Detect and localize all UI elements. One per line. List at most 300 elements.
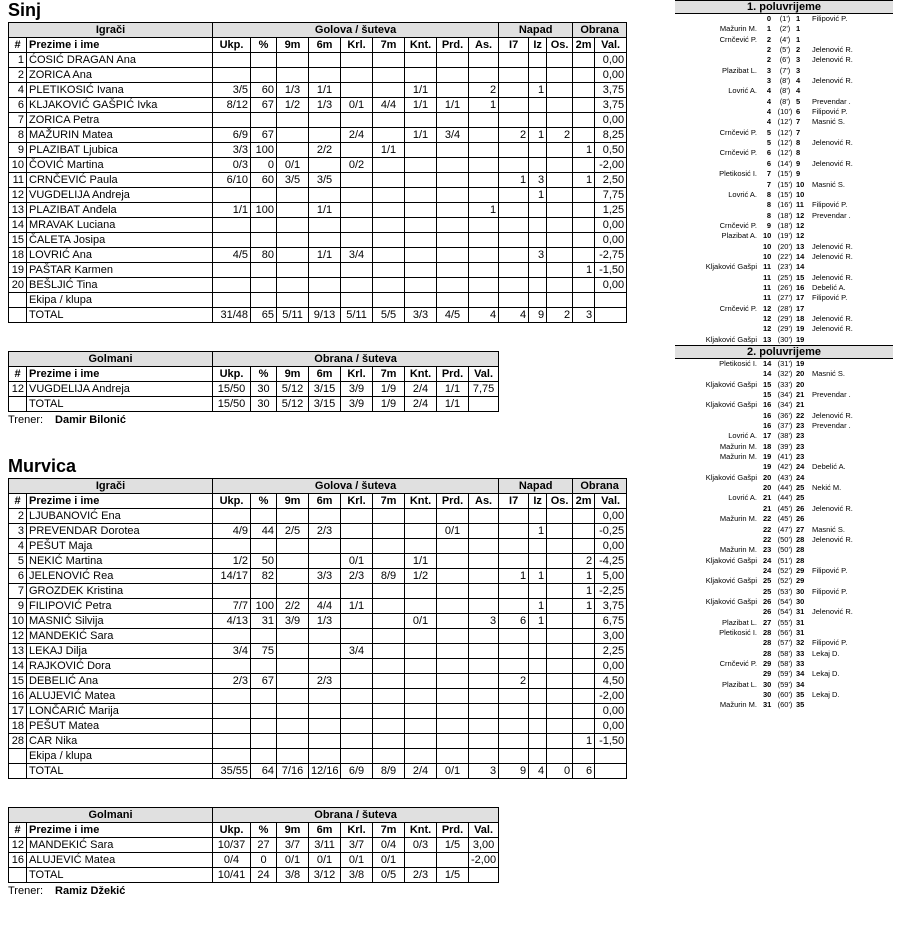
event-minute: (53') (777, 586, 793, 596)
stat-cell (277, 539, 309, 554)
col-m6: 6m (309, 38, 341, 53)
goal-event (675, 514, 893, 524)
stat-cell (547, 704, 573, 719)
stat-cell: 35/55 (213, 764, 251, 779)
away-scorer: Filipović P. (812, 638, 848, 648)
away-score: 34 (796, 679, 805, 689)
player-name: GROZDEK Kristina (27, 584, 213, 599)
away-score: 21 (796, 390, 805, 400)
goalie-name: ALUJEVIĆ Matea (27, 853, 213, 868)
home-scorer: Lovrić A. (728, 431, 757, 441)
event-minute: (38') (777, 431, 793, 441)
col-m9: 9m (277, 494, 309, 509)
col-ukp: Ukp. (213, 38, 251, 53)
stat-cell: 0/1 (341, 98, 373, 113)
col-krl: Krl. (341, 38, 373, 53)
stat-cell (529, 629, 547, 644)
goalie-stat-cell: 3/8 (341, 868, 373, 883)
away-score: 4 (796, 76, 801, 86)
player-name: ZORICA Ana (27, 68, 213, 83)
stat-cell: 1 (529, 614, 547, 629)
away-scorer: Debelić A. (812, 282, 846, 292)
stat-cell: 2 (547, 308, 573, 323)
stat-cell (277, 584, 309, 599)
stat-cell: 3 (469, 614, 499, 629)
away-score: 11 (796, 200, 804, 210)
stat-cell (341, 629, 373, 644)
player-name: Ekipa / klupa (27, 293, 213, 308)
stat-cell: 3 (529, 173, 547, 188)
away-score: 24 (796, 472, 805, 482)
away-score: 12 (796, 210, 805, 220)
stat-cell (277, 278, 309, 293)
stat-cell: 2/3 (213, 674, 251, 689)
col-name: Prezime i ime (27, 38, 213, 53)
player-value (595, 293, 627, 308)
goalie-stat-cell: 10/37 (213, 838, 251, 853)
stat-cell: 1 (469, 98, 499, 113)
player-value: -2,00 (595, 689, 627, 704)
home-score: 3 (766, 76, 771, 86)
goalie-stat-cell: 3/12 (309, 868, 341, 883)
home-scorer: Crnčević P. (719, 220, 757, 230)
goalie-value (469, 868, 499, 883)
home-score: 11 (763, 272, 771, 282)
stat-cell (405, 584, 437, 599)
stat-cell (499, 218, 529, 233)
goal-event (675, 545, 893, 555)
player-value (595, 308, 627, 323)
event-minute: (26') (777, 282, 793, 292)
away-score: 12 (796, 231, 805, 241)
stat-cell: 1/1 (373, 143, 405, 158)
stat-cell (469, 143, 499, 158)
stat-cell (341, 203, 373, 218)
player-number: 2 (9, 68, 27, 83)
event-minute: (50') (777, 545, 793, 555)
away-score: 31 (796, 617, 805, 627)
stat-cell (277, 128, 309, 143)
column-header-row (9, 494, 627, 509)
stat-cell (547, 203, 573, 218)
stat-cell: 1/3 (309, 98, 341, 113)
goalie-stat-cell: 3/11 (309, 838, 341, 853)
home-scorer: Mažurin M. (719, 700, 757, 710)
stat-cell (277, 68, 309, 83)
stat-cell (405, 719, 437, 734)
home-score: 28 (763, 648, 772, 658)
stat-cell: 0 (251, 158, 277, 173)
home-scorer: Kljaković Gašpi (705, 379, 757, 389)
goal-event (675, 35, 893, 45)
stat-cell (405, 248, 437, 263)
away-score: 24 (796, 462, 805, 472)
stat-cell (373, 644, 405, 659)
col-ukp: Ukp. (213, 494, 251, 509)
stat-cell (309, 509, 341, 524)
away-score: 8 (796, 148, 801, 158)
stat-cell (547, 158, 573, 173)
stat-cell (251, 68, 277, 83)
away-score: 19 (796, 334, 805, 344)
away-score: 23 (796, 452, 805, 462)
gcol-knt: Knt. (405, 823, 437, 838)
stat-cell (373, 128, 405, 143)
stat-cell (437, 689, 469, 704)
stat-cell (547, 524, 573, 539)
away-score: 28 (796, 555, 805, 565)
away-score: 19 (796, 359, 805, 368)
player-number: 9 (9, 599, 27, 614)
home-score: 2 (766, 45, 771, 55)
player-number: 11 (9, 173, 27, 188)
event-minute: (52') (777, 576, 793, 586)
event-minute: (6') (779, 55, 791, 65)
player-name: FILIPOVIĆ Petra (27, 599, 213, 614)
goal-event (675, 369, 893, 379)
stat-cell (547, 53, 573, 68)
stat-cell (547, 734, 573, 749)
stat-cell (373, 584, 405, 599)
col-as: As. (469, 494, 499, 509)
stat-cell (405, 53, 437, 68)
event-minute: (22') (777, 251, 793, 261)
goalie-value: 3,00 (469, 838, 499, 853)
stat-cell: 7/16 (277, 764, 309, 779)
event-minute: (41') (777, 452, 793, 462)
home-scorer: Pletikosić I. (719, 627, 757, 637)
goalie-stat-cell: 3/9 (341, 382, 373, 397)
away-score: 25 (796, 483, 805, 493)
stat-cell (277, 704, 309, 719)
stat-cell (309, 629, 341, 644)
player-number: 15 (9, 674, 27, 689)
stat-cell: 1/1 (437, 98, 469, 113)
player-row (9, 599, 627, 614)
stat-cell (341, 68, 373, 83)
stat-cell: 2/3 (309, 524, 341, 539)
stat-cell (373, 173, 405, 188)
stat-cell (309, 263, 341, 278)
stat-cell (469, 53, 499, 68)
player-name: RAJKOVIĆ Dora (27, 659, 213, 674)
stat-cell (499, 143, 529, 158)
stat-cell (213, 278, 251, 293)
event-minute: (28') (777, 303, 793, 313)
player-number: 4 (9, 83, 27, 98)
away-scorer: Prevendar . (812, 96, 851, 106)
player-value: 0,00 (595, 53, 627, 68)
stat-cell (277, 218, 309, 233)
away-score: 7 (796, 127, 801, 137)
stat-cell (251, 689, 277, 704)
event-minute: (23') (777, 262, 793, 272)
stat-cell (469, 704, 499, 719)
stat-cell: 82 (251, 569, 277, 584)
gcol-pct: % (251, 367, 277, 382)
home-score: 4 (766, 117, 771, 127)
col-m2: 2m (573, 494, 595, 509)
gcol-name: Prezime i ime (27, 823, 213, 838)
away-scorer: Nekić M. (812, 483, 842, 493)
player-value: 0,00 (595, 719, 627, 734)
goalie-stat-cell: 3/9 (341, 397, 373, 412)
event-minute: (59') (777, 669, 793, 679)
home-score: 27 (763, 617, 772, 627)
stat-cell (309, 644, 341, 659)
goal-event (675, 221, 893, 231)
stat-cell (529, 734, 547, 749)
stat-cell (405, 734, 437, 749)
home-scorer: Kljaković Gašpi (705, 576, 757, 586)
player-name: PAŠTAR Karmen (27, 263, 213, 278)
away-score: 15 (796, 272, 805, 282)
player-row (9, 584, 627, 599)
goal-event (675, 97, 893, 107)
stat-cell (499, 734, 529, 749)
away-score: 21 (796, 400, 805, 410)
player-name: KLJAKOVIĆ GAŠPIĆ Ivka (27, 98, 213, 113)
stat-cell: 4/4 (309, 599, 341, 614)
away-score: 33 (796, 648, 805, 658)
col-val: Val. (595, 494, 627, 509)
stat-cell (547, 248, 573, 263)
away-score: 17 (796, 293, 805, 303)
stat-cell (499, 113, 529, 128)
stat-cell (529, 704, 547, 719)
stat-cell (277, 674, 309, 689)
goalie-stat-cell: 1/9 (373, 382, 405, 397)
player-row (9, 524, 627, 539)
stat-cell (547, 233, 573, 248)
stat-cell: 3 (469, 764, 499, 779)
player-value: 0,00 (595, 68, 627, 83)
stat-cell: 1/1 (309, 83, 341, 98)
stat-cell: 1 (499, 569, 529, 584)
away-scorer: Masnić S. (812, 179, 845, 189)
col-as: As. (469, 38, 499, 53)
stat-cell: 3 (573, 308, 595, 323)
player-number: 4 (9, 539, 27, 554)
goal-event (675, 262, 893, 272)
stat-cell (529, 293, 547, 308)
stat-cell (405, 173, 437, 188)
away-score: 20 (796, 379, 805, 389)
stat-cell (341, 539, 373, 554)
stat-cell (437, 509, 469, 524)
player-name: TOTAL (27, 308, 213, 323)
stat-cell (573, 629, 595, 644)
stat-cell (373, 674, 405, 689)
stat-cell (213, 629, 251, 644)
player-name: PLAZIBAT Ljubica (27, 143, 213, 158)
player-row (9, 188, 627, 203)
stat-cell (341, 143, 373, 158)
away-scorer: Prevendar . (812, 421, 851, 431)
stat-cell (573, 674, 595, 689)
stat-cell (529, 749, 547, 764)
player-value: 0,00 (595, 659, 627, 674)
goal-event (675, 117, 893, 127)
stat-cell: 2/2 (277, 599, 309, 614)
home-score: 29 (763, 669, 772, 679)
stat-cell (437, 53, 469, 68)
stat-cell: 4/5 (437, 308, 469, 323)
goalie-column-header-row (9, 823, 499, 838)
stat-cell (405, 113, 437, 128)
away-score: 1 (796, 24, 801, 34)
col-name: Prezime i ime (27, 494, 213, 509)
event-minute: (36') (777, 410, 793, 420)
goalie-stat-cell (437, 853, 469, 868)
stat-cell (373, 248, 405, 263)
home-score: 11 (763, 282, 771, 292)
stat-cell: 67 (251, 128, 277, 143)
stat-cell (405, 524, 437, 539)
home-scorer: Mažurin M. (719, 441, 757, 451)
goal-event (675, 473, 893, 483)
event-minute: (34') (777, 390, 793, 400)
stat-cell: 3/3 (213, 143, 251, 158)
away-score: 3 (796, 55, 801, 65)
home-score: 12 (763, 324, 772, 334)
stat-cell (405, 158, 437, 173)
home-score: 10 (763, 251, 772, 261)
stat-cell (373, 719, 405, 734)
col-iz: Iz (529, 494, 547, 509)
away-scorer: Filipović P. (812, 14, 848, 23)
stat-cell (437, 143, 469, 158)
stat-cell (499, 524, 529, 539)
goal-event (675, 535, 893, 545)
home-score: 22 (763, 524, 772, 534)
goalie-stat-cell: 2/4 (405, 397, 437, 412)
stat-cell (547, 293, 573, 308)
stat-cell (529, 218, 547, 233)
home-score: 30 (763, 679, 772, 689)
stat-cell (251, 584, 277, 599)
away-score: 14 (796, 251, 805, 261)
stat-cell: 2 (499, 674, 529, 689)
event-minute: (55') (777, 617, 793, 627)
stat-cell (573, 113, 595, 128)
stat-cell (277, 569, 309, 584)
stat-cell: 3/9 (277, 614, 309, 629)
home-score: 7 (766, 179, 771, 189)
gcol-m6: 6m (309, 367, 341, 382)
goal-event (675, 180, 893, 190)
stat-cell: 1 (573, 263, 595, 278)
player-number: 8 (9, 128, 27, 143)
stat-cell: 1/1 (405, 83, 437, 98)
away-score: 35 (796, 700, 805, 710)
stat-cell: 14/17 (213, 569, 251, 584)
timeline-panel (675, 0, 893, 711)
event-minute: (59') (777, 679, 793, 689)
goalie-stat-cell: 5/12 (277, 397, 309, 412)
home-scorer: Lovrić A. (728, 189, 757, 199)
event-minute: (44') (777, 483, 793, 493)
player-name: ZORICA Petra (27, 113, 213, 128)
stat-cell (251, 734, 277, 749)
col-pct: % (251, 38, 277, 53)
away-scorer: Jelenović R. (812, 324, 853, 334)
home-scorer: Kljaković Gašpi (705, 555, 757, 565)
goalie-stat-cell: 24 (251, 868, 277, 883)
stat-cell (309, 659, 341, 674)
goal-event (675, 411, 893, 421)
stat-cell (251, 293, 277, 308)
stat-cell: 0/3 (213, 158, 251, 173)
player-row (9, 689, 627, 704)
stat-cell: 1 (529, 83, 547, 98)
home-score: 6 (766, 158, 771, 168)
stat-cell (469, 173, 499, 188)
stat-cell (547, 689, 573, 704)
home-scorer: Crnčević P. (719, 148, 757, 158)
event-minute: (45') (777, 514, 793, 524)
home-scorer: Crnčević P. (719, 34, 757, 44)
stat-cell (499, 644, 529, 659)
goalie-stat-cell: 1/1 (437, 382, 469, 397)
stat-cell (469, 263, 499, 278)
home-scorer: Plazibat L. (721, 617, 757, 627)
goalie-stat-cell: 27 (251, 838, 277, 853)
away-scorer: Jelenović R. (812, 503, 853, 513)
stat-cell (499, 749, 529, 764)
col-knt: Knt. (405, 494, 437, 509)
home-score: 9 (766, 220, 771, 230)
home-score: 24 (763, 555, 772, 565)
stat-cell (469, 68, 499, 83)
stat-cell (405, 539, 437, 554)
defense-header: Obrana (573, 479, 627, 494)
player-row (9, 308, 627, 323)
stat-cell (373, 599, 405, 614)
home-scorer: Lovrić A. (728, 493, 757, 503)
stat-cell (405, 143, 437, 158)
goal-event (675, 107, 893, 117)
away-score: 6 (796, 107, 801, 117)
goalie-stat-cell: 3/7 (277, 838, 309, 853)
home-scorer: Kljaković Gašpi (705, 400, 757, 410)
goalie-row (9, 382, 499, 397)
goalie-stat-cell: 3/15 (309, 397, 341, 412)
stat-cell (547, 584, 573, 599)
away-score: 10 (796, 189, 805, 199)
gcol-m7: 7m (373, 367, 405, 382)
home-scorer: Pletikosić I. (719, 169, 757, 179)
player-number: 2 (9, 509, 27, 524)
stat-cell (437, 659, 469, 674)
away-score: 7 (796, 117, 801, 127)
goal-event (675, 293, 893, 303)
goal-event (675, 576, 893, 586)
goal-event (675, 525, 893, 535)
player-number (9, 749, 27, 764)
goal-event (675, 680, 893, 690)
stat-cell (547, 599, 573, 614)
player-value: 0,50 (595, 143, 627, 158)
player-number: 28 (9, 734, 27, 749)
stat-cell (373, 554, 405, 569)
stat-cell (469, 113, 499, 128)
stat-cell: 1/3 (309, 614, 341, 629)
event-minute: (32') (777, 369, 793, 379)
stat-cell (341, 584, 373, 599)
stat-cell (251, 188, 277, 203)
stat-cell (529, 278, 547, 293)
